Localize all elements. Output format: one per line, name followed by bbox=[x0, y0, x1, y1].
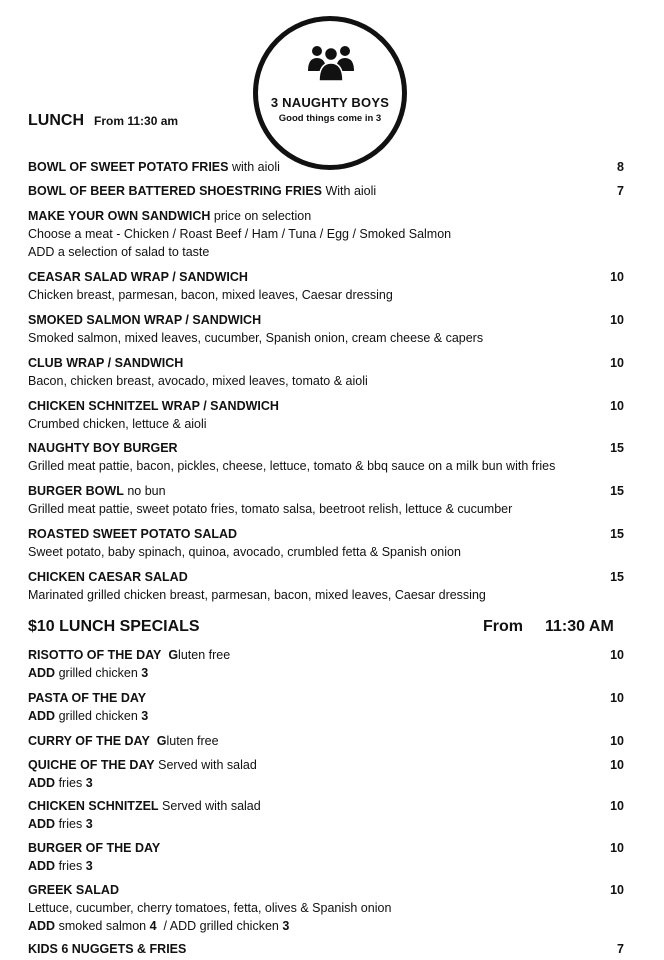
item-price: 7 bbox=[617, 942, 624, 956]
item-note-initial: G bbox=[168, 648, 179, 662]
item-name: QUICHE OF THE DAY bbox=[28, 758, 155, 772]
item-note: luten free bbox=[178, 648, 231, 662]
item-note: Served with salad bbox=[158, 758, 257, 772]
menu-item bbox=[28, 482, 624, 518]
item-description: Lettuce, cucumber, cherry tomatoes, fetta, olives & Spanish onion bbox=[28, 901, 392, 915]
specials-from-label: From bbox=[483, 618, 523, 635]
item-description: Choose a meat - Chicken / Roast Beef / Ham / Tuna / Egg / Smoked Salmon bbox=[28, 227, 452, 241]
item-price: 10 bbox=[610, 841, 624, 855]
item-name: KIDS 6 NUGGETS & FRIES bbox=[28, 942, 187, 956]
menu-item bbox=[28, 439, 624, 475]
item-name: MAKE YOUR OWN SANDWICH bbox=[28, 209, 211, 223]
special-item bbox=[28, 797, 624, 833]
special-item bbox=[28, 732, 624, 750]
item-name: BURGER BOWL bbox=[28, 484, 124, 498]
item-note: luten free bbox=[166, 734, 219, 748]
special-item bbox=[28, 881, 624, 935]
menu-item bbox=[28, 568, 624, 604]
lunch-title: LUNCH bbox=[28, 112, 84, 129]
add-label: ADD bbox=[28, 709, 56, 723]
menu-item bbox=[28, 207, 624, 261]
item-note-initial: G bbox=[156, 734, 167, 748]
add-label: ADD bbox=[28, 666, 56, 680]
item-name: CHICKEN SCHNITZEL bbox=[28, 799, 159, 813]
item-price: 10 bbox=[610, 356, 624, 370]
item-price: 15 bbox=[610, 484, 624, 498]
item-name: NAUGHTY BOY BURGER bbox=[28, 441, 178, 455]
item-name: PASTA OF THE DAY bbox=[28, 691, 147, 705]
item-description: Smoked salmon, mixed leaves, cucumber, Spanish onion, cream cheese & capers bbox=[28, 331, 484, 345]
add-price: 3 bbox=[85, 817, 93, 831]
add-text: grilled chicken bbox=[58, 666, 138, 680]
item-price: 10 bbox=[610, 691, 624, 705]
menu-item bbox=[28, 311, 624, 347]
restaurant-logo bbox=[253, 16, 407, 170]
add-price-2: 3 bbox=[282, 919, 290, 933]
add-price: 3 bbox=[141, 709, 149, 723]
item-name: CHICKEN CAESAR SALAD bbox=[28, 570, 188, 584]
item-price: 10 bbox=[610, 799, 624, 813]
add-text: smoked salmon bbox=[58, 919, 147, 933]
lunch-heading bbox=[28, 112, 178, 130]
item-description: Crumbed chicken, lettuce & aioli bbox=[28, 417, 207, 431]
item-name: GREEK SALAD bbox=[28, 883, 119, 897]
item-note: Served with salad bbox=[162, 799, 261, 813]
add-text: fries bbox=[58, 776, 83, 790]
add-label: ADD bbox=[28, 817, 56, 831]
special-item bbox=[28, 839, 624, 875]
add-text: fries bbox=[58, 859, 83, 873]
menu-item bbox=[28, 268, 624, 304]
item-name: BOWL OF SWEET POTATO FRIES bbox=[28, 160, 229, 174]
item-note: price on selection bbox=[213, 209, 312, 223]
item-name: SMOKED SALMON WRAP / SANDWICH bbox=[28, 313, 262, 327]
item-price: 10 bbox=[610, 313, 624, 327]
item-price: 10 bbox=[610, 399, 624, 413]
menu-item bbox=[28, 354, 624, 390]
item-price: 10 bbox=[610, 270, 624, 284]
item-name: RISOTTO OF THE DAY bbox=[28, 648, 162, 662]
add-price: 3 bbox=[141, 666, 149, 680]
menu-item bbox=[28, 525, 624, 561]
item-description: Grilled meat pattie, bacon, pickles, cheese, lettuce, tomato & bbq sauce on a milk bun with fries bbox=[28, 459, 556, 473]
item-price: 8 bbox=[617, 160, 624, 174]
specials-from bbox=[483, 618, 614, 636]
item-price: 15 bbox=[610, 441, 624, 455]
add-price: 4 bbox=[149, 919, 157, 933]
item-name: BOWL OF BEER BATTERED SHOESTRING FRIES bbox=[28, 184, 322, 198]
specials-from-time: 11:30 AM bbox=[545, 618, 614, 635]
add-text-2: / ADD grilled chicken bbox=[163, 919, 279, 933]
menu-item bbox=[28, 397, 624, 433]
item-description-extra: ADD a selection of salad to taste bbox=[28, 245, 210, 259]
add-price: 3 bbox=[85, 859, 93, 873]
add-label: ADD bbox=[28, 776, 56, 790]
item-price: 10 bbox=[610, 758, 624, 772]
item-price: 15 bbox=[610, 570, 624, 584]
add-text: fries bbox=[58, 817, 83, 831]
item-price: 7 bbox=[617, 184, 624, 198]
menu-item bbox=[28, 158, 624, 176]
three-boys-icon bbox=[306, 41, 356, 83]
item-name: ROASTED SWEET POTATO SALAD bbox=[28, 527, 238, 541]
logo-tagline: Good things come in 3 bbox=[278, 113, 382, 124]
special-item bbox=[28, 689, 624, 725]
item-note: with aioli bbox=[231, 160, 280, 174]
special-item bbox=[28, 756, 624, 792]
item-description: Grilled meat pattie, sweet potato fries, tomato salsa, beetroot relish, lettuce & cucumber bbox=[28, 502, 513, 516]
add-text: grilled chicken bbox=[58, 709, 138, 723]
item-name: CEASAR SALAD WRAP / SANDWICH bbox=[28, 270, 248, 284]
item-description: Chicken breast, parmesan, bacon, mixed leaves, Caesar dressing bbox=[28, 288, 393, 302]
special-item bbox=[28, 940, 624, 958]
add-label: ADD bbox=[28, 919, 56, 933]
item-name: CURRY OF THE DAY bbox=[28, 734, 150, 748]
lunch-from: From 11:30 am bbox=[94, 114, 179, 128]
item-description: Marinated grilled chicken breast, parmesan, bacon, mixed leaves, Caesar dressing bbox=[28, 588, 486, 602]
item-note: With aioli bbox=[325, 184, 377, 198]
item-price: 10 bbox=[610, 648, 624, 662]
item-name: CLUB WRAP / SANDWICH bbox=[28, 356, 184, 370]
item-description: Sweet potato, baby spinach, quinoa, avocado, crumbled fetta & Spanish onion bbox=[28, 545, 461, 559]
item-price: 15 bbox=[610, 527, 624, 541]
specials-heading: $10 LUNCH SPECIALS bbox=[28, 618, 200, 635]
special-item bbox=[28, 646, 624, 682]
item-price: 10 bbox=[610, 883, 624, 897]
add-price: 3 bbox=[85, 776, 93, 790]
item-description: Bacon, chicken breast, avocado, mixed leaves, tomato & aioli bbox=[28, 374, 368, 388]
item-name: CHICKEN SCHNITZEL WRAP / SANDWICH bbox=[28, 399, 279, 413]
add-label: ADD bbox=[28, 859, 56, 873]
item-price: 10 bbox=[610, 734, 624, 748]
item-note: no bun bbox=[127, 484, 166, 498]
logo-name: 3 NAUGHTY BOYS bbox=[270, 95, 390, 110]
menu-item bbox=[28, 182, 624, 200]
item-name: BURGER OF THE DAY bbox=[28, 841, 161, 855]
